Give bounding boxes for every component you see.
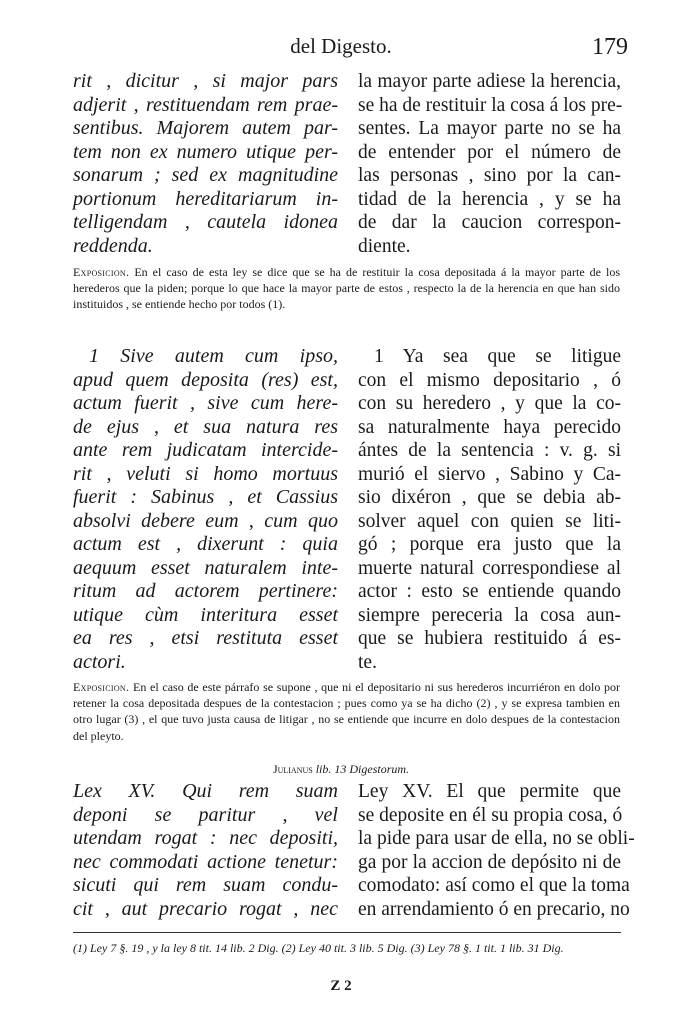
spanish-line: te.	[358, 651, 377, 673]
spanish-line: se deposite en él su propia cosa, ó	[358, 804, 623, 826]
latin-line: telligendam , cautela idonea	[73, 211, 338, 233]
latin-column-block-3	[73, 780, 338, 921]
footnote-rule	[73, 932, 621, 933]
spanish-line: en arrendamiento ó en precario, no	[358, 898, 630, 920]
spanish-line: solver aquel con quien se liti-	[358, 510, 621, 532]
spanish-line: siempre pereceria la cosa aun-	[358, 604, 621, 626]
latin-line: ante rem judicatam intercide-	[73, 439, 338, 461]
exposition-text: En el caso de esta ley se dice que se ha de restituir la cosa depositada á la mayor parte de los herederos que la piden; porque lo que hace la mayor parte de estos , respecto la de la herencia en que han sido instituidos , se entiende hecho por todos (1).	[73, 265, 620, 312]
latin-line: portionum hereditariarum in-	[73, 187, 338, 210]
spanish-line: sa naturalmente haya perecido	[358, 416, 621, 438]
latin-line: apud quem deposita (res) est,	[73, 368, 338, 391]
latin-line: aequum esset naturalem inte-	[73, 556, 338, 579]
spanish-line: gó ; porque era justo que la	[358, 534, 621, 555]
spanish-line: con su heredero , y que la co-	[358, 393, 621, 414]
spanish-column-block-3	[358, 780, 635, 921]
spanish-line: con el mismo depositario , ó	[358, 369, 621, 391]
latin-column-block-2	[73, 345, 338, 674]
latin-line: rit , dicitur , si major pars	[73, 70, 338, 92]
spanish-column-block-1	[358, 70, 621, 258]
running-header	[0, 34, 682, 64]
spanish-line: la mayor parte adiese la herencia,	[358, 71, 621, 92]
spanish-line: 1 Ya sea que se litigue	[374, 346, 621, 367]
footnotes: (1) Ley 7 §. 19 , y la ley 8 tit. 14 lib. 2 Dig. (2) Ley 40 tit. 3 lib. 5 Dig. (3) Ley 78 §. 1 tit. 1 lib. 31 Dig.	[73, 941, 564, 955]
spanish-line: comodato: así como el que la toma	[358, 875, 630, 896]
page-number: 179	[592, 34, 628, 60]
latin-line: utique cùm interitura esset	[73, 603, 338, 626]
spanish-law-heading: Ley XV. El que permite que	[358, 781, 621, 802]
source-citation	[0, 762, 682, 777]
spanish-line: de entender por el número de	[358, 141, 621, 163]
spanish-line: murió el siervo , Sabino y Ca-	[358, 463, 621, 485]
latin-line: rit , veluti si homo mortuus	[73, 462, 338, 485]
source-author: Julianus	[272, 762, 313, 776]
running-title: del Digesto.	[290, 34, 392, 58]
spanish-line: sio dixéron , que se debia ab-	[358, 487, 621, 508]
latin-line: ea res , etsi restituta esset	[73, 627, 338, 649]
latin-line: cit , aut precario rogat , nec	[73, 897, 338, 920]
latin-line: utendam rogat : nec depositi,	[73, 827, 338, 849]
exposition-paragraph-1	[73, 264, 620, 313]
spanish-column-block-2	[358, 345, 621, 674]
spanish-line: muerte natural correspondiese al	[358, 557, 621, 579]
latin-line: ritum ad actorem pertinere:	[73, 580, 338, 602]
latin-line: sonarum ; sed ex magnitudine	[73, 164, 338, 186]
exposition-label: Exposicion.	[73, 265, 130, 279]
spanish-line: se ha de restituir la cosa á los pre-	[358, 94, 623, 116]
spanish-line: actor : esto se entiende quando	[358, 581, 621, 602]
latin-line: fuerit : Sabinus , et Cassius	[73, 486, 338, 508]
spanish-line: la pide para usar de ella, no se obli-	[358, 828, 635, 849]
spanish-line: que se hubiera restituido á es-	[358, 628, 621, 649]
latin-line: tem non ex numero utique per-	[73, 140, 338, 163]
exposition-text: En el caso de este párrafo se supone , que ni el depositario ni sus herederos incurriéron en dolo por retener la cosa depositada despues de la contestacion ; pues como ya se ha dicho (2) , y se expresa tambien en otro lugar (3) , el que tuvo justa causa de litigar , no se entiende que incurre en dolo despues de la contestacion del pleyto.	[73, 680, 620, 743]
spanish-line: tidad de la herencia , y se ha	[358, 188, 621, 210]
spanish-line: ga por la accion de depósito ni de	[358, 851, 621, 873]
latin-law-heading: Lex XV. Qui rem suam	[73, 780, 338, 802]
latin-column-block-1	[73, 70, 338, 258]
signature-mark: Z 2	[330, 978, 352, 994]
spanish-line: sentes. La mayor parte no se ha	[358, 118, 621, 139]
latin-line: nec commodati actione tenetur:	[73, 850, 338, 873]
latin-line: actum fuerit , sive cum here-	[73, 392, 338, 414]
latin-line: actum est , dixerunt : quia	[73, 533, 338, 555]
spanish-line: ántes de la sentencia : v. g. si	[358, 440, 621, 461]
source-work: lib. 13 Digestorum.	[315, 762, 410, 776]
latin-line: sicuti qui rem suam condu-	[73, 874, 338, 896]
latin-line: reddenda.	[73, 234, 153, 257]
latin-line: 1 Sive autem cum ipso,	[89, 345, 338, 367]
latin-line: absolvi debere eum , cum quo	[73, 509, 338, 532]
exposition-paragraph-2	[73, 679, 620, 744]
exposition-label: Exposicion.	[73, 680, 130, 694]
latin-line: de ejus , et sua natura res	[73, 415, 338, 438]
latin-line: deponi se paritur , vel	[73, 803, 338, 826]
spanish-line: diente.	[358, 235, 411, 257]
latin-line: actori.	[73, 650, 126, 673]
spanish-line: de dar la caucion correspon-	[358, 212, 621, 233]
spanish-line: las personas , sino por la can-	[358, 165, 621, 186]
latin-line: sentibus. Majorem autem par-	[73, 117, 338, 139]
latin-line: adjerit , restituendam rem prae-	[73, 93, 338, 116]
